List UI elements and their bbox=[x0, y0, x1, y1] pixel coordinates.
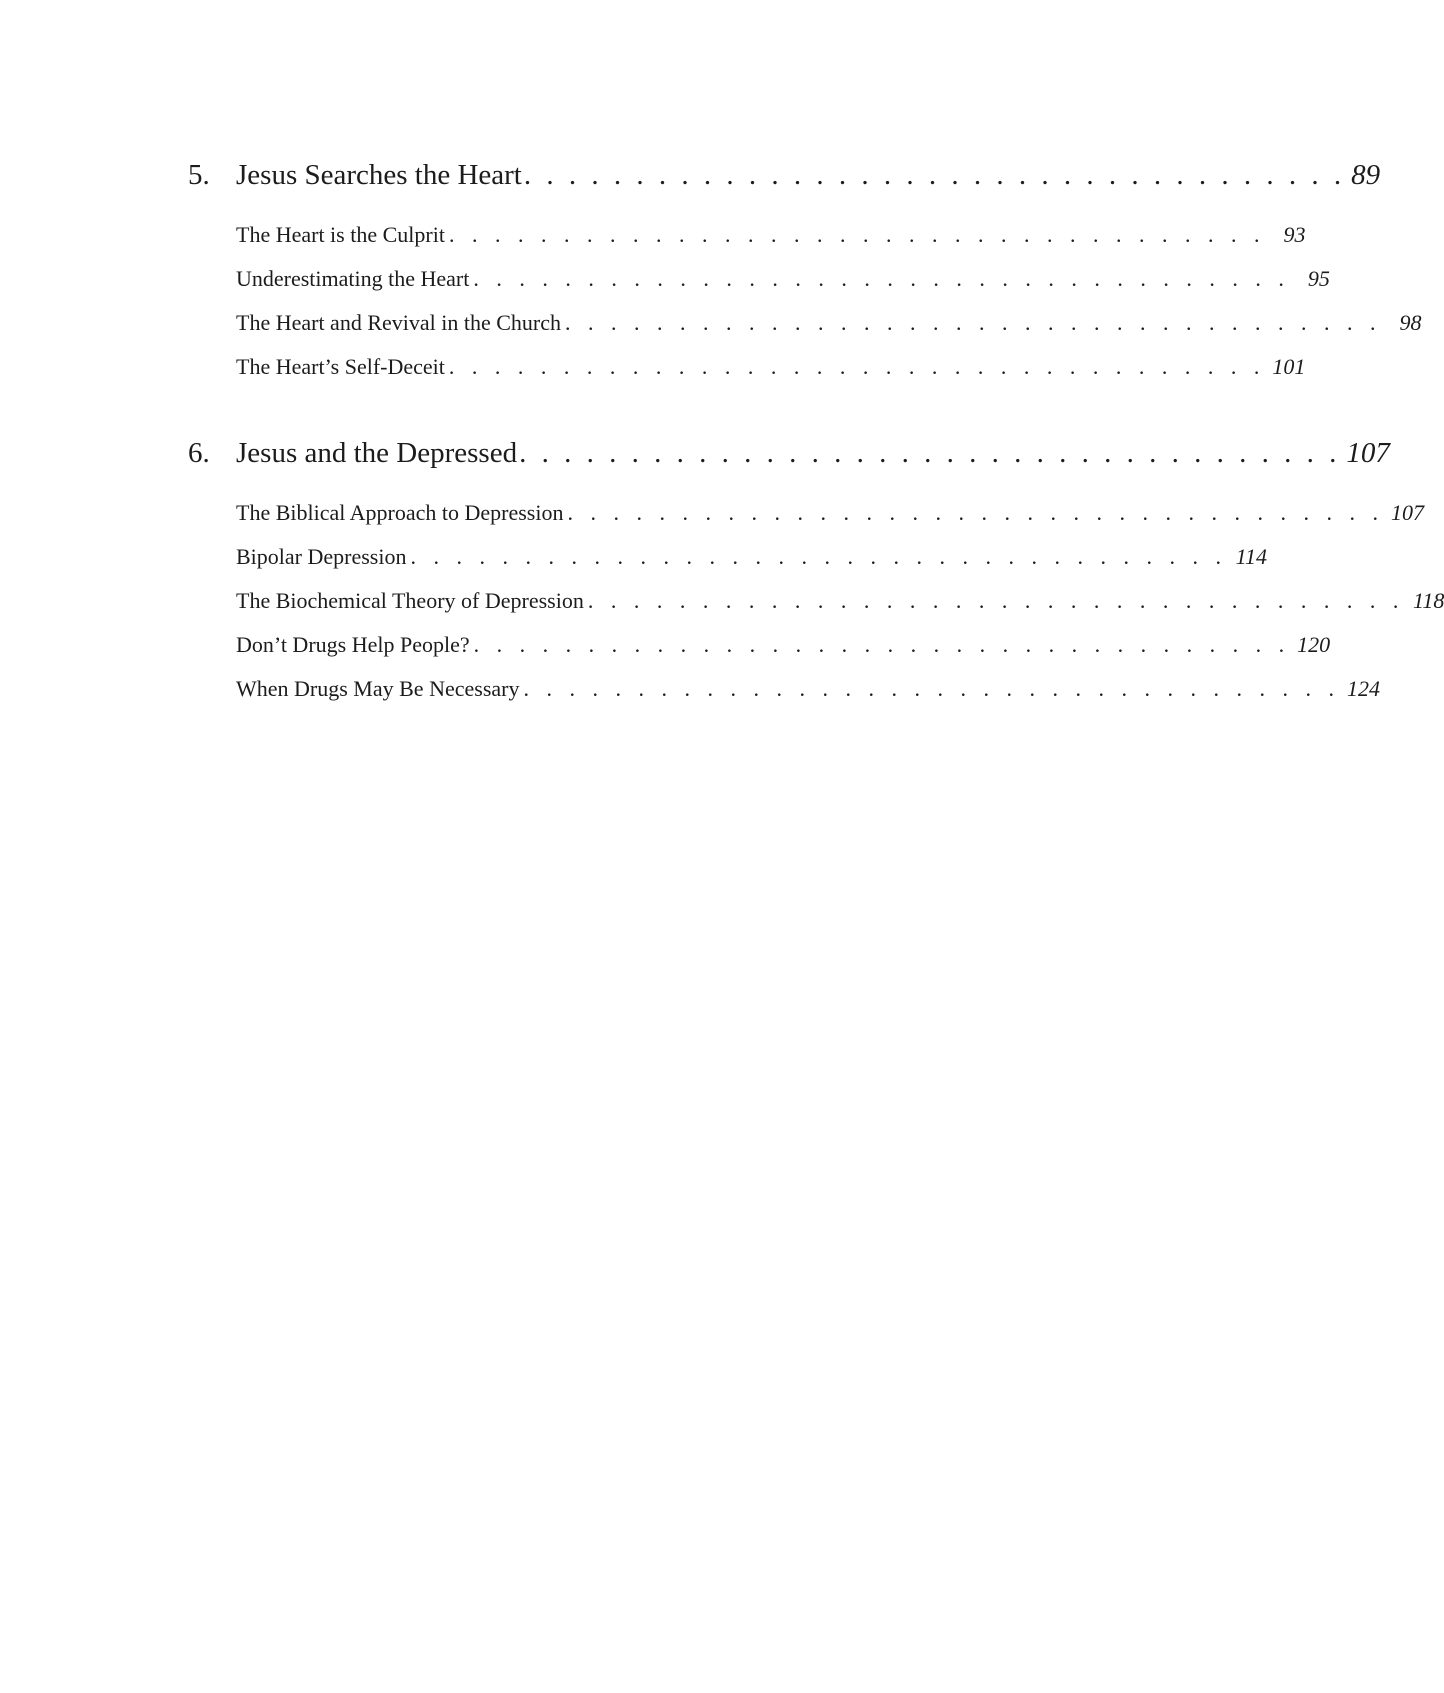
chapter-title: Jesus and the Depressed bbox=[236, 437, 518, 469]
dot-leader: . . . . . . . . . . . . . . . . . . . . . . . . . . . . . . . . . . . . . bbox=[523, 159, 1346, 191]
dot-leader: . . . . . . . . . . . . . . . . . . . . . . . . . . . . . . . . . . . . bbox=[565, 310, 1382, 335]
section-page-number: 95 bbox=[1307, 266, 1330, 291]
chapter-number: 5. bbox=[188, 159, 210, 191]
chapter-heading bbox=[188, 433, 1390, 473]
dot-leader: . . . . . . . . . . . . . . . . . . . . . . . . . . . . . . . . . . . . bbox=[523, 676, 1340, 701]
dot-leader: . . . . . . . . . . . . . . . . . . . . . . . . . . . . . . . . . . . . . bbox=[519, 437, 1341, 469]
chapter-page-number: 89 bbox=[1351, 159, 1381, 191]
list-item bbox=[236, 579, 1444, 623]
dot-leader: . . . . . . . . . . . . . . . . . . . . . . . . . . . . . . . . . . . . bbox=[587, 588, 1405, 613]
chapter-title: Jesus Searches the Heart bbox=[236, 159, 522, 191]
dot-leader: . . . . . . . . . . . . . . . . . . . . . . . . . . . . . . . . . . . . bbox=[448, 354, 1266, 379]
section-page-number: 98 bbox=[1399, 310, 1422, 335]
dot-leader: . . . . . . . . . . . . . . . . . . . . . . . . . . . . . . . . . . . . bbox=[473, 266, 1290, 291]
section-page-number: 114 bbox=[1235, 544, 1267, 569]
section-list bbox=[236, 491, 1444, 711]
chapter-number: 6. bbox=[188, 437, 210, 469]
list-item bbox=[236, 345, 1306, 389]
dot-leader: . . . . . . . . . . . . . . . . . . . . . . . . . . . . . . . . . . . . bbox=[473, 632, 1291, 657]
section-title: Bipolar Depression bbox=[236, 544, 407, 569]
list-item bbox=[236, 257, 1330, 301]
section-title: Don’t Drugs Help People? bbox=[236, 632, 470, 657]
section-title: The Heart and Revival in the Church bbox=[236, 310, 562, 335]
chapter-heading bbox=[188, 155, 1381, 195]
list-item bbox=[236, 667, 1380, 711]
section-title: Underestimating the Heart bbox=[236, 266, 470, 291]
section-title: The Heart’s Self-Deceit bbox=[236, 354, 445, 379]
section-title: When Drugs May Be Necessary bbox=[236, 676, 520, 701]
section-page-number: 124 bbox=[1346, 676, 1380, 701]
dot-leader: . . . . . . . . . . . . . . . . . . . . . . . . . . . . . . . . . . . . bbox=[448, 222, 1266, 247]
dot-leader: . . . . . . . . . . . . . . . . . . . . . . . . . . . . . . . . . . . . bbox=[567, 500, 1384, 525]
section-page-number: 93 bbox=[1283, 222, 1306, 247]
section-page-number: 101 bbox=[1272, 354, 1306, 379]
chapter-5 bbox=[188, 155, 1422, 379]
section-page-number: 120 bbox=[1297, 632, 1331, 657]
section-title: The Biblical Approach to Depression bbox=[236, 500, 564, 525]
section-page-number: 118 bbox=[1412, 588, 1444, 613]
section-list bbox=[236, 213, 1422, 389]
section-title: The Heart is the Culprit bbox=[236, 222, 445, 247]
list-item bbox=[236, 623, 1331, 667]
list-item bbox=[236, 301, 1422, 345]
list-item bbox=[236, 535, 1267, 579]
chapter-6 bbox=[188, 433, 1444, 701]
section-page-number: 107 bbox=[1390, 500, 1424, 525]
list-item bbox=[236, 491, 1424, 535]
dot-leader: . . . . . . . . . . . . . . . . . . . . . . . . . . . . . . . . . . . . bbox=[410, 544, 1227, 569]
section-title: The Biochemical Theory of Depression bbox=[236, 588, 584, 613]
chapter-page-number: 107 bbox=[1346, 437, 1390, 469]
list-item bbox=[236, 213, 1306, 257]
